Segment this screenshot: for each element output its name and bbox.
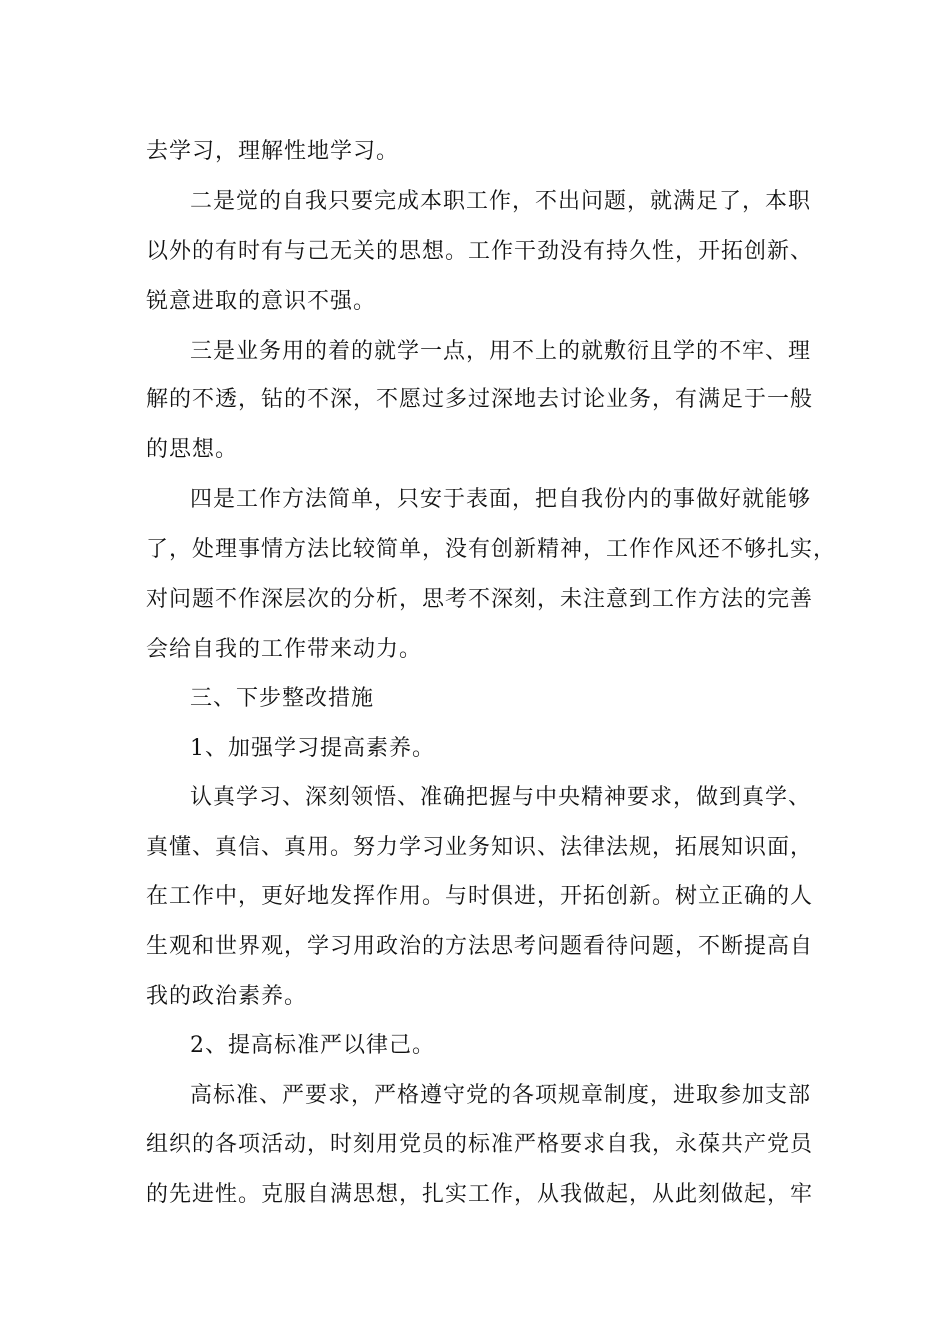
- subsection-heading: 1、加强学习提高素养。: [190, 736, 435, 761]
- paragraph-start: 三是业务用的着的就学一点，用不上的就敷衍且学的不牢、理: [190, 339, 812, 364]
- text-line: 真懂、真信、真用。努力学习业务知识、法律法规，拓展知识面，: [146, 835, 814, 860]
- section-heading: 三、下步整改措施: [190, 686, 375, 711]
- paragraph-start: 高标准、严要求，严格遵守党的各项规章制度，进取参加支部: [190, 1083, 812, 1108]
- subsection-heading: 2、提高标准严以律己。: [190, 1033, 435, 1058]
- text-line: 组织的各项活动，时刻用党员的标准严格要求自我，永葆共产党员: [146, 1132, 814, 1157]
- text-line: 的思想。: [146, 437, 239, 462]
- text-line: 以外的有时有与己无关的思想。工作干劲没有持久性，开拓创新、: [146, 239, 814, 264]
- text-line: 生观和世界观，学习用政治的方法思考问题看待问题，不断提高自: [146, 934, 814, 959]
- text-line: 的先进性。克服自满思想，扎实工作，从我做起，从此刻做起，牢: [146, 1182, 814, 1207]
- text-line: 对问题不作深层次的分析，思考不深刻，未注意到工作方法的完善: [146, 587, 814, 612]
- paragraph-start: 二是觉的自我只要完成本职工作，不出问题，就满足了，本职: [190, 189, 812, 214]
- text-line: 去学习，理解性地学习。: [146, 139, 400, 164]
- text-line: 解的不透，钻的不深，不愿过多过深地去讨论业务，有满足于一般: [146, 387, 814, 412]
- text-line: 了，处理事情方法比较简单，没有创新精神，工作作风还不够扎实，: [146, 537, 837, 562]
- text-line: 在工作中，更好地发挥作用。与时俱进，开拓创新。树立正确的人: [146, 884, 814, 909]
- text-line: 锐意进取的意识不强。: [146, 289, 377, 314]
- text-line: 会给自我的工作带来动力。: [146, 637, 423, 662]
- text-line: 我的政治素养。: [146, 984, 308, 1009]
- paragraph-start: 四是工作方法简单，只安于表面，把自我份内的事做好就能够: [190, 487, 812, 512]
- paragraph-start: 认真学习、深刻领悟、准确把握与中央精神要求，做到真学、: [190, 785, 812, 810]
